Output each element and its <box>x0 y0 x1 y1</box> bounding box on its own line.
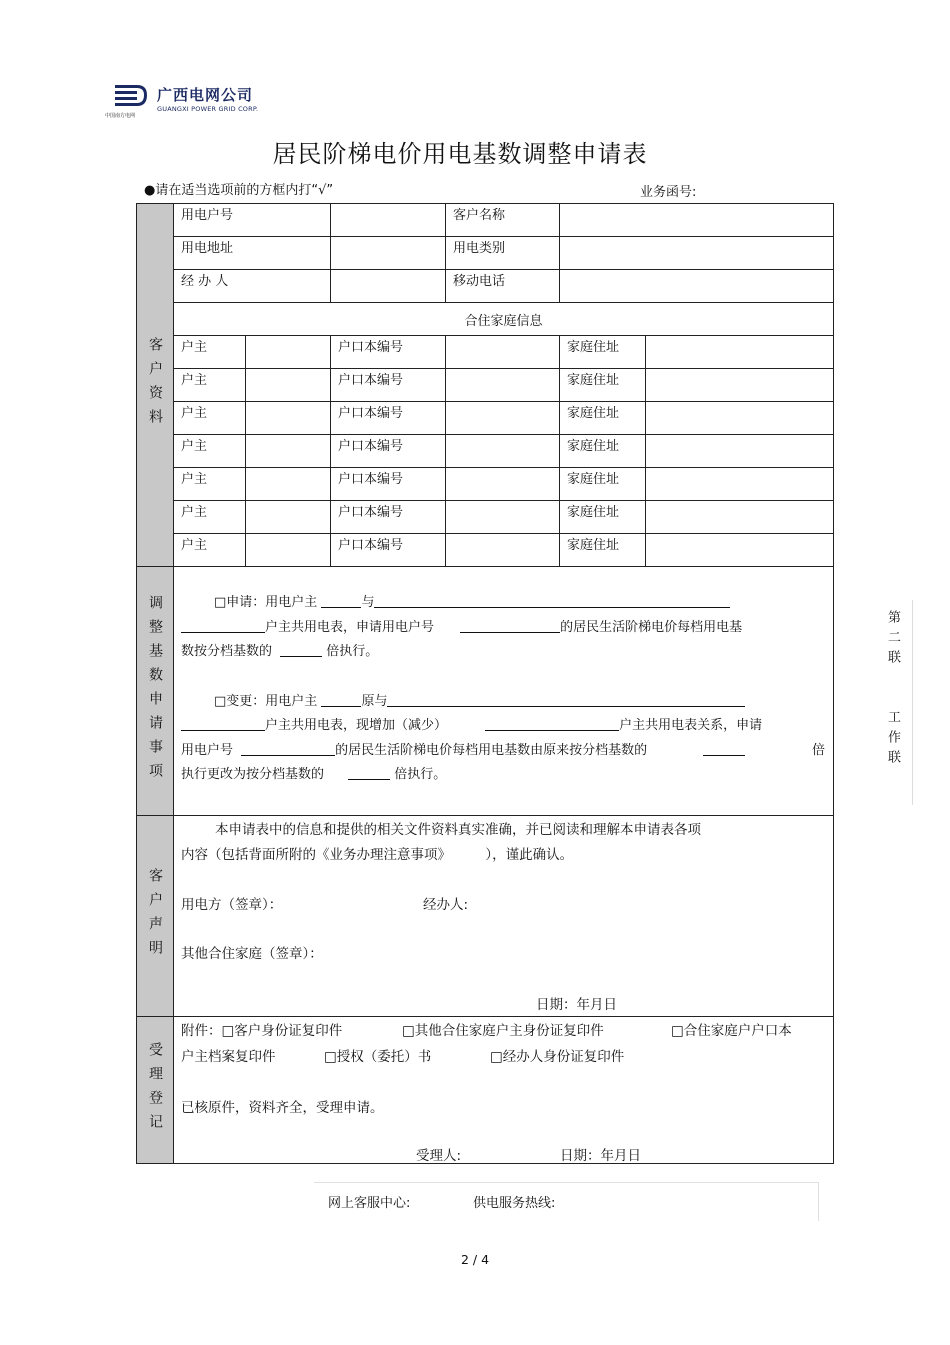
shared-family-title: 合住家庭信息 <box>174 303 834 336</box>
change-owner-blank[interactable] <box>321 692 361 707</box>
company-logo <box>105 82 265 122</box>
household-book-field[interactable] <box>446 369 560 402</box>
apply-tier-text: 的居民生活阶梯电价每档用电基 <box>560 619 743 635</box>
declaration-content <box>174 816 834 1017</box>
application-form <box>136 203 833 1165</box>
apply-with-text: 与 <box>361 595 375 610</box>
attachment-others-id-checkbox[interactable]: □其他合住家庭户主身份证复印件 <box>402 1023 604 1039</box>
household-book-field[interactable] <box>446 534 560 567</box>
category-field[interactable] <box>560 237 834 270</box>
apply-share-text: 户主共用电表，申请用电户号 <box>265 619 435 635</box>
household-addr-label: 家庭住址 <box>560 534 646 567</box>
account-no-label: 用电户号 <box>174 204 331 237</box>
logo-english-name: GUANGXI POWER GRID CORP. <box>157 105 259 113</box>
change-times-text: 倍 <box>812 742 826 758</box>
household-addr-field[interactable] <box>646 534 834 567</box>
household-head-label: 户主 <box>174 402 246 435</box>
form-table <box>136 203 834 1164</box>
household-addr-label: 家庭住址 <box>560 435 646 468</box>
household-head-field[interactable] <box>246 534 331 567</box>
household-addr-field[interactable] <box>646 336 834 369</box>
household-book-field[interactable] <box>446 435 560 468</box>
section-label-declaration: 客户声明 <box>137 816 174 1017</box>
power-user-signature-label: 用电方（签章）： <box>181 897 283 913</box>
household-head-label: 户主 <box>174 336 246 369</box>
household-row <box>137 534 834 567</box>
household-addr-field[interactable] <box>646 435 834 468</box>
household-row <box>137 435 834 468</box>
apply-owner-blank[interactable] <box>321 593 361 608</box>
apply-base-text: 数按分档基数的 <box>181 644 273 659</box>
change-relation-text: 户主共用电表关系，申请 <box>619 718 763 733</box>
change-account-blank[interactable] <box>241 741 335 756</box>
attachment-id-copy-checkbox[interactable]: □客户身份证复印件 <box>221 1023 343 1039</box>
customer-name-label: 客户名称 <box>446 204 560 237</box>
household-row <box>137 369 834 402</box>
household-head-label: 户主 <box>174 501 246 534</box>
category-label: 用电类别 <box>446 237 560 270</box>
change-tier-text: 的居民生活阶梯电价每档用电基数由原来按分档基数的 <box>335 742 648 758</box>
change-line-1 <box>181 690 833 715</box>
household-head-label: 户主 <box>174 435 246 468</box>
change-exec-text: 倍执行。 <box>394 767 447 782</box>
household-addr-label: 家庭住址 <box>560 336 646 369</box>
household-addr-field[interactable] <box>646 501 834 534</box>
change-new-base-text: 执行更改为按分档基数的 <box>181 767 325 782</box>
copy-number-label: 第二联 <box>885 610 900 670</box>
apply-partner2-blank[interactable] <box>181 618 265 633</box>
change-new-partner-blank[interactable] <box>485 716 619 731</box>
page-number: 2 / 4 <box>460 1252 490 1267</box>
household-addr-label: 家庭住址 <box>560 402 646 435</box>
others-signature-label: 其他合住家庭（签章）： <box>181 946 323 962</box>
household-addr-field[interactable] <box>646 369 834 402</box>
address-label: 用电地址 <box>174 237 331 270</box>
apply-multiplier-blank[interactable] <box>280 642 322 657</box>
household-book-label: 户口本编号 <box>331 435 446 468</box>
attachments-line-1 <box>181 1019 342 1039</box>
change-new-multiplier-blank[interactable] <box>348 765 390 780</box>
apply-times-text: 倍执行。 <box>326 644 379 659</box>
customer-name-field[interactable] <box>560 204 834 237</box>
change-add-text: 户主共用电表，现增加（减少） <box>265 718 448 733</box>
household-book-label: 户口本编号 <box>331 501 446 534</box>
change-line-4 <box>181 763 833 788</box>
apply-account-blank[interactable] <box>460 618 560 633</box>
grid-logo-icon <box>105 82 153 112</box>
declaration-line-1: 本申请表中的信息和提供的相关文件资料真实准确，并已阅读和理解本申请表各项 <box>215 822 701 838</box>
change-old-multiplier-blank[interactable] <box>703 741 745 756</box>
copy-label <box>870 600 913 805</box>
acceptance-date: 日期：年月日 <box>560 1148 641 1164</box>
household-head-label: 户主 <box>174 534 246 567</box>
household-addr-label: 家庭住址 <box>560 501 646 534</box>
mobile-label: 移动电话 <box>446 270 560 303</box>
business-number-label: 业务函号: <box>640 185 697 200</box>
online-service-label: 网上客服中心: <box>328 1196 411 1211</box>
household-book-label: 户口本编号 <box>331 402 446 435</box>
household-book-label: 户口本编号 <box>331 534 446 567</box>
household-head-field[interactable] <box>246 468 331 501</box>
address-field[interactable] <box>331 237 446 270</box>
attachment-handler-id-checkbox[interactable]: □经办人身份证复印件 <box>490 1049 625 1065</box>
household-row <box>137 402 834 435</box>
copy-type-label: 工作联 <box>885 710 900 770</box>
change-partner2-blank[interactable] <box>181 716 265 731</box>
household-addr-label: 家庭住址 <box>560 369 646 402</box>
declaration-handler-label: 经办人: <box>423 897 469 913</box>
household-head-field[interactable] <box>246 402 331 435</box>
change-line-2 <box>181 714 833 739</box>
declaration-line-2: 内容（包括背面所附的《业务办理注意事项》 ），谨此确认。 <box>181 847 574 863</box>
household-addr-label: 家庭住址 <box>560 468 646 501</box>
section-label-customer: 客户资料 <box>137 204 174 567</box>
apply-partner-blank[interactable] <box>374 593 730 608</box>
household-head-field[interactable] <box>246 501 331 534</box>
household-head-field[interactable] <box>246 369 331 402</box>
handler-label: 经 办 人 <box>174 270 331 303</box>
logo-company-name: 广西电网公司 <box>157 86 254 104</box>
section-label-adjust: 调整基数申请事项 <box>137 567 174 816</box>
household-row <box>137 501 834 534</box>
instruction-note: ●请在适当选项前的方框内打“√” <box>144 183 334 198</box>
attachment-household-book-checkbox[interactable]: □合住家庭户户口本 <box>671 1023 792 1039</box>
section-label-acceptance: 受理登记 <box>137 1017 174 1164</box>
change-line-3 <box>181 739 833 764</box>
mobile-field[interactable] <box>560 270 834 303</box>
household-book-field[interactable] <box>446 468 560 501</box>
household-addr-field[interactable] <box>646 468 834 501</box>
household-head-field[interactable] <box>246 435 331 468</box>
household-book-label: 户口本编号 <box>331 336 446 369</box>
apply-checkbox-text[interactable]: □申请：用电户主 <box>214 595 318 610</box>
household-book-label: 户口本编号 <box>331 369 446 402</box>
receiver-label: 受理人: <box>416 1148 462 1164</box>
household-head-field[interactable] <box>246 336 331 369</box>
account-no-field[interactable] <box>331 204 446 237</box>
verified-statement: 已核原件，资料齐全，受理申请。 <box>181 1100 384 1116</box>
household-book-field[interactable] <box>446 402 560 435</box>
change-orig-text: 原与 <box>361 693 388 709</box>
attachment-household-book-cont: 户主档案复印件 <box>181 1049 276 1065</box>
change-partner-blank[interactable] <box>387 692 745 707</box>
household-book-field[interactable] <box>446 501 560 534</box>
change-checkbox-text[interactable]: □变更：用电户主 <box>214 693 318 709</box>
household-book-field[interactable] <box>446 336 560 369</box>
household-head-label: 户主 <box>174 369 246 402</box>
attachment-authorization-checkbox[interactable]: □授权（委托）书 <box>324 1049 432 1065</box>
apply-line-2 <box>181 616 833 641</box>
household-book-label: 户口本编号 <box>331 468 446 501</box>
household-head-label: 户主 <box>174 468 246 501</box>
apply-line-3 <box>181 640 833 665</box>
household-row <box>137 336 834 369</box>
household-addr-field[interactable] <box>646 402 834 435</box>
attachments-label: 附件： <box>181 1023 222 1039</box>
household-row <box>137 468 834 501</box>
apply-line-1 <box>181 591 833 616</box>
adjust-content <box>174 567 834 816</box>
declaration-date: 日期：年月日 <box>536 997 617 1013</box>
acceptance-content <box>174 1017 834 1164</box>
logo-small-text: 中国南方电网 <box>105 113 136 119</box>
hotline-label: 供电服务热线: <box>473 1196 556 1211</box>
form-title: 居民阶梯电价用电基数调整申请表 <box>272 140 648 168</box>
handler-field[interactable] <box>331 270 446 303</box>
change-account-text: 用电户号 <box>181 742 234 758</box>
